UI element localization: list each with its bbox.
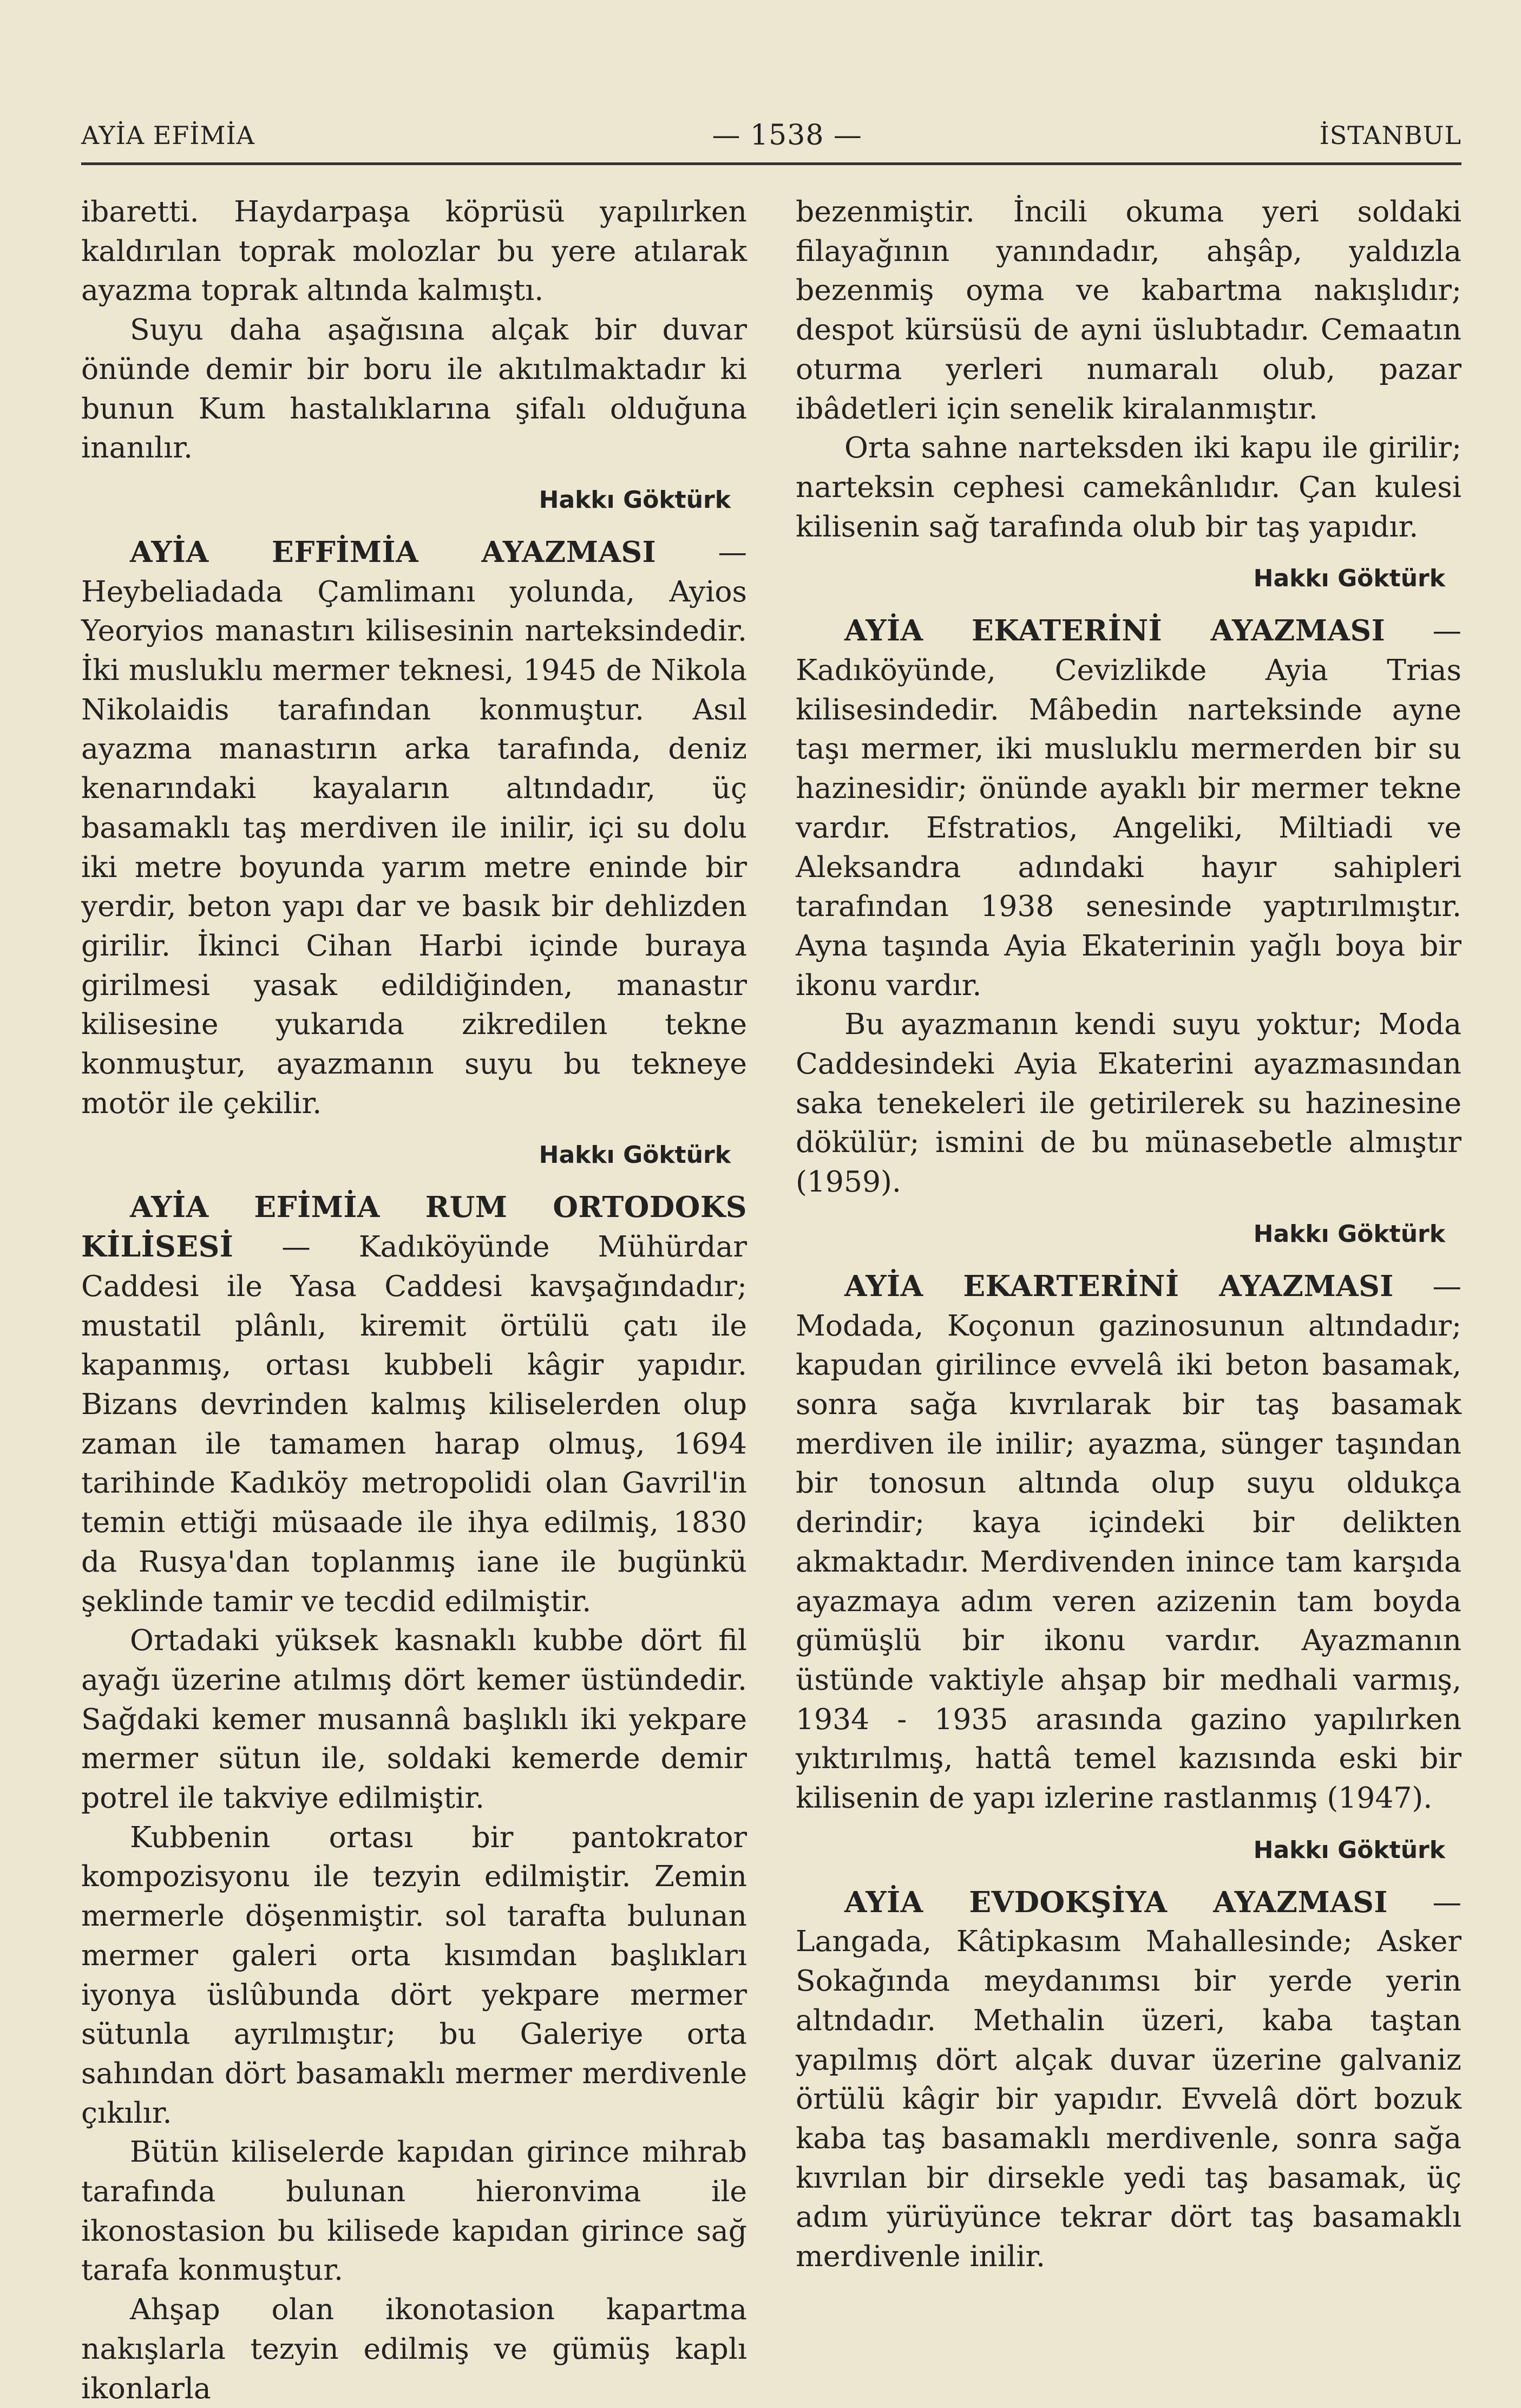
right-column — [796, 192, 1461, 2276]
author-signature: Hakkı Göktürk — [1253, 1220, 1445, 1248]
paragraph: ibaretti. Haydarpaşa köprüsü yapılırken kaldırılan toprak molozlar bu yere atılarak ayazma toprak altında kalmıştı. — [81, 194, 747, 307]
author-signature: Hakkı Göktürk — [539, 1141, 731, 1169]
header-right-title: İSTANBUL — [1319, 121, 1461, 150]
paragraph: Orta sahne narteksden iki kapu ile girilir; narteksin cephesi camekânlıdır. Çan kulesi kilisenin sağ tarafında olub bir taş yapıdır. — [796, 430, 1461, 544]
paragraph: Kubbenin ortası bir pantokrator kompozisyonu ile tezyin edilmiştir. Zemin mermerle döşenmiştir. sol tarafta bulunan mermer galeri orta kısımdan başlıkları iyonya üslûbunda dört yekpare mermer sütunla ayrılmıştır; bu Galeriye orta sahından dört basamaklı mermer merdivenle çıkılır. — [81, 1820, 747, 2130]
entry-title: AYİA EKATERİNİ AYAZMASI — [844, 613, 1386, 648]
left-column — [81, 192, 747, 2408]
header-left-title: AYİA EFİMİA — [81, 121, 255, 150]
paragraph: Ahşap olan ikonotasion kapartma nakışlarla tezyin edilmiş ve gümüş kaplı ikonlarla — [81, 2292, 747, 2405]
paragraph: bezenmiştir. İncili okuma yeri soldaki filayağının yanındadır, ahşâp, yaldızla bezenmiş oyma ve kabartma nakışlıdır; despot kürsüsü de ayni üslubtadır. Cemaatın oturma yerleri numaralı olub, pazar ibâdetleri için senelik kiralanmıştır. — [796, 194, 1461, 426]
entry-text: — Kadıköyünde, Cevizlikde Ayia Trias kilisesindedir. Mâbedin narteksinde ayne taşı mermer, iki musluklu mermerden bir su hazinesidir; önünde ayaklı bir mermer tekne vardır. Efstratios, Angeliki, Miltiadi ve Aleksandra adındaki hayır sahipleri tarafından 1938 senesinde yaptırılmıştır. Ayna taşında Ayia Ekaterinin yağlı boya bir ikonu vardır. — [796, 613, 1461, 1002]
entry-kadikoy-church — [81, 1188, 747, 1621]
entry-title: AYİA EFİMİA RUM ORTODOKS KİLİSESİ — [81, 1190, 747, 1264]
entry-heybeliada-ayazma — [81, 533, 747, 1123]
running-header — [81, 111, 1461, 160]
entry-text: — Langada, Kâtipkasım Mahallesinde; Asker Sokağında meydanımsı bir yerde yerin altndadır. Methalin üzeri, kaba taştan yapılmış dört alçak duvar üzerine galvaniz örtülü kâgir bir yapıdır. Evvelâ dört bozuk kaba taş basamaklı merdivenle, sonra sağa kıvrılan bir dirsekle yedi taş basamak, üç adım yürüyünce tekrar dört taş basamaklı merdivenle inilir. — [796, 1884, 1462, 2274]
page-number: — 1538 — — [712, 119, 862, 152]
author-signature: Hakkı Göktürk — [1253, 1836, 1445, 1864]
entry-title: AYİA EFFİMİA AYAZMASI — [130, 534, 657, 569]
entry-ekaterini-ayazma — [796, 611, 1461, 1005]
entry-ekarterini-ayazma — [796, 1267, 1461, 1818]
entry-title: AYİA EVDOKŞİYA AYAZMASI — [844, 1884, 1388, 1919]
paragraph: Suyu daha aşağısına alçak bir duvar önünde demir bir boru ile akıtılmaktadır ki bunun Kum hastalıklarına şifalı olduğuna inanılır. — [81, 312, 747, 465]
entry-evdoksiya-ayazma — [796, 1883, 1461, 2276]
entry-title: AYİA EKARTERİNİ AYAZMASI — [844, 1268, 1394, 1303]
author-signature: Hakkı Göktürk — [539, 486, 731, 514]
paragraph: Bu ayazmanın kendi suyu yoktur; Moda Caddesindeki Ayia Ekaterini ayazmasından saka tenekeleri ile getirilerek su hazinesine dökülür; ismini de bu münasebetle almıştır (1959). — [796, 1007, 1461, 1199]
entry-text: — Heybeliadada Çamlimanı yolunda, Ayios Yeoryios manastırı kilisesinin narteksindedir. İki musluklu mermer teknesi, 1945 de Nikola Nikolaidis tarafından konmuştur. Asıl ayazma manastırın arka tarafında, deniz kenarındaki kayaların altındadır, üç basamaklı taş merdiven ile inilir, içi su dolu iki metre boyunda yarım metre eninde bir yerdir, beton yapı dar ve basık bir dehlizden girilir. İkinci Cihan Harbi içinde buraya girilmesi yasak edildiğinden, manastır kilisesine yukarıda zikredilen tekne konmuştur, ayazmanın suyu bu tekneye motör ile çekilir. — [81, 534, 748, 1120]
paragraph: Ortadaki yüksek kasnaklı kubbe dört fil ayağı üzerine atılmış dört kemer üstündedir. Sağdaki kemer musannâ başlıklı iki yekpare mermer sütun ile, soldaki kemerde demir potrel ile takviye edilmiştir. — [81, 1623, 747, 1815]
paragraph: Bütün kiliselerde kapıdan girince mihrab tarafında bulunan hieronvima ile ikonostasion bu kilisede kapıdan girince sağ tarafa konmuştur. — [81, 2135, 747, 2287]
author-signature: Hakkı Göktürk — [1253, 565, 1445, 593]
entry-text: — Kadıköyünde Mühürdar Caddesi ile Yasa Caddesi kavşağındadır; mustatil plânlı, kiremit örtülü çatı ile kapanmış, ortası kubbeli kâgir yapıdır. Bizans devrinden kalmış kiliselerden olup zaman ile tamamen harap olmuş, 1694 tarihinde Kadıköy metropolidi olan Gavril'in temin ettiği müsaade ile ihya edilmiş, 1830 da Rusya'dan toplanmış iane ile bugünkü şeklinde tamir ve tecdid edilmiştir. — [81, 1229, 747, 1618]
entry-text: — Modada, Koçonun gazinosunun altındadır; kapudan girilince evvelâ iki beton basamak, sonra sağa kıvrılarak bir taş basamak merdiven ile inilir; ayazma, sünger taşından bir tonosun altında olup suyu oldukça derindir; kaya içindeki bir delikten akmaktadır. Merdivenden inince tam karşıda ayazmaya adım veren azizenin tam boyda gümüşlü bir ikonu vardır. Ayazmanın üstünde vaktiyle ahşap bir medhali varmış, 1934 - 1935 arasında gazino yapılırken yıktırılmış, hattâ temel kazısında eski bir kilisenin de yapı izlerine rastlanmış (1947). — [796, 1268, 1461, 1815]
header-rule — [81, 162, 1461, 165]
